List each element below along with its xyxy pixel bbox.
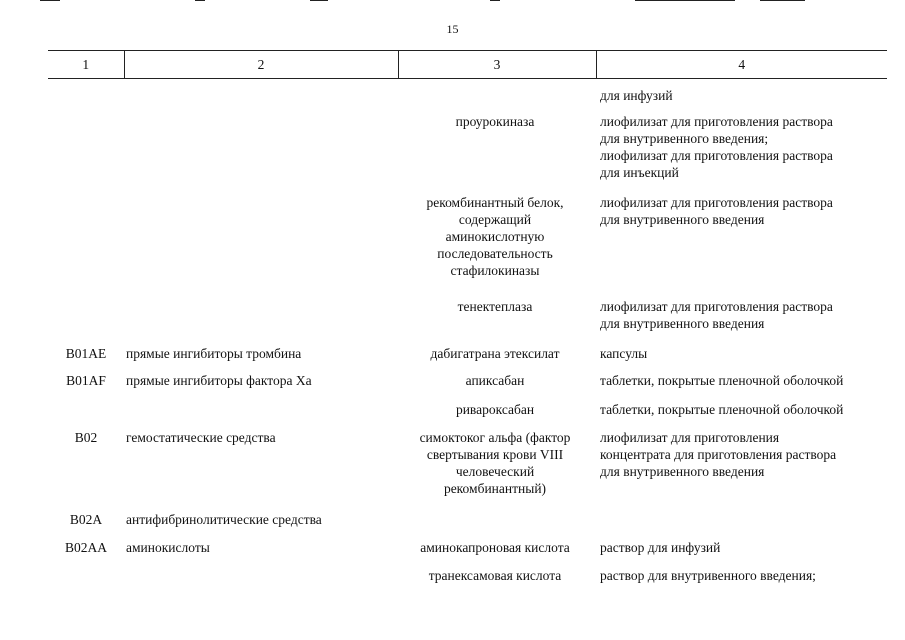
dosage-form-line: лиофилизат для приготовления раствора <box>600 113 833 129</box>
drug-name-cell <box>398 424 596 506</box>
drug-name-cell <box>398 107 596 188</box>
dosage-form-cell <box>596 79 887 107</box>
drug-name-cell <box>398 396 596 424</box>
drug-name-line: проурокиназа <box>455 113 535 129</box>
page-number: 15 <box>446 22 459 36</box>
drug-name-line: тенектеплаза <box>457 298 533 314</box>
drug-name-line: рекомбинантный белок, <box>426 194 564 210</box>
table-row <box>48 107 887 188</box>
atc-code-cell: B02 <box>74 429 98 445</box>
table-row <box>48 506 887 534</box>
dosage-form-line: лиофилизат для приготовления раствора <box>600 147 833 163</box>
dosage-form-line: для внутривенного введения; <box>600 130 769 146</box>
atc-code-cell <box>48 396 124 424</box>
table-row <box>48 188 887 292</box>
dosage-form-cell <box>596 107 887 188</box>
dosage-form-line: лиофилизат для приготовления <box>600 429 780 445</box>
table-body <box>48 79 887 590</box>
table-row <box>48 79 887 107</box>
group-name-cell: гемостатические средства <box>126 429 276 445</box>
drug-name-line: апиксабан <box>465 372 525 388</box>
drug-name-cell <box>398 79 596 107</box>
dosage-form-cell <box>596 292 887 339</box>
column-header: 2 <box>124 51 398 79</box>
dosage-form-line: лиофилизат для приготовления раствора <box>600 298 833 314</box>
dosage-form-line: для внутривенного введения <box>600 211 765 227</box>
atc-code-cell: B01AF <box>66 372 106 388</box>
scan-edge-mark <box>40 0 60 1</box>
drug-name-line: транексамовая кислота <box>428 567 562 583</box>
dosage-form-cell <box>596 367 887 396</box>
group-name-cell: прямые ингибиторы фактора Xa <box>126 372 312 388</box>
column-header: 1 <box>48 51 124 79</box>
table-header-row <box>48 51 887 79</box>
dosage-form-line: для инфузий <box>600 88 673 103</box>
table-row <box>48 396 887 424</box>
table-row <box>48 562 887 590</box>
drug-name-line: симоктоког альфа (фактор <box>419 429 571 445</box>
dosage-form-line: раствор для внутривенного введения; <box>600 567 816 583</box>
group-name-cell <box>124 562 398 590</box>
dosage-form-line: капсулы <box>600 345 648 361</box>
scan-edge-mark <box>635 0 735 1</box>
group-name-cell <box>124 396 398 424</box>
group-name-cell <box>124 292 398 339</box>
dosage-form-line: концентрата для приготовления раствора <box>600 446 837 462</box>
dosage-form-line: для внутривенного введения <box>600 463 765 479</box>
atc-code-cell: B01AE <box>65 345 107 361</box>
drug-name-line: последовательность <box>437 245 553 261</box>
dosage-form-cell <box>596 188 887 292</box>
atc-code-cell <box>48 107 124 188</box>
dosage-form-cell <box>596 506 887 534</box>
dosage-form-line: для инъекций <box>600 164 679 180</box>
dosage-form-cell <box>596 339 887 367</box>
table-row <box>48 292 887 339</box>
table-row <box>48 534 887 562</box>
column-header: 4 <box>596 51 887 79</box>
scan-edge-mark <box>195 0 205 1</box>
dosage-form-line: раствор для инфузий <box>600 539 721 555</box>
atc-code-cell: B02A <box>69 511 103 527</box>
drug-name-line: стафилокиназы <box>450 262 540 278</box>
atc-code-cell <box>48 562 124 590</box>
drug-name-line: рекомбинантный) <box>443 480 547 496</box>
drug-name-line: человеческий <box>455 463 535 479</box>
group-name-cell <box>124 188 398 292</box>
atc-code-cell <box>48 79 124 107</box>
dosage-form-line: лиофилизат для приготовления раствора <box>600 194 833 210</box>
drug-name-line: дабигатрана этексилат <box>430 345 560 361</box>
table-row <box>48 367 887 396</box>
drug-name-cell <box>398 292 596 339</box>
group-name-cell <box>124 107 398 188</box>
drug-name-line: содержащий <box>458 211 532 227</box>
scan-edge-mark <box>490 0 500 1</box>
dosage-form-line: для внутривенного введения <box>600 315 765 331</box>
dosage-form-cell <box>596 562 887 590</box>
dosage-form-cell <box>596 424 887 506</box>
drug-name-line: ривароксабан <box>455 401 535 417</box>
group-name-cell: антифибринолитические средства <box>126 511 322 527</box>
drug-name-cell <box>398 339 596 367</box>
dosage-form-cell <box>596 534 887 562</box>
scan-edge-mark <box>760 0 805 1</box>
atc-code-cell: B02AA <box>64 539 107 555</box>
atc-code-cell <box>48 292 124 339</box>
drug-name-cell <box>398 367 596 396</box>
drug-name-line: аминокапроновая кислота <box>420 539 570 555</box>
drug-name-cell <box>398 562 596 590</box>
group-name-cell: аминокислоты <box>126 539 210 555</box>
dosage-form-line: таблетки, покрытые пленочной оболочкой <box>600 401 844 417</box>
column-header: 3 <box>398 51 596 79</box>
table-row <box>48 339 887 367</box>
atc-code-cell <box>48 188 124 292</box>
drug-name-cell <box>398 188 596 292</box>
drug-name-cell <box>398 506 596 534</box>
group-name-cell: прямые ингибиторы тромбина <box>126 345 302 361</box>
drug-table <box>48 50 887 590</box>
drug-name-cell <box>398 534 596 562</box>
drug-name-line: аминокислотную <box>445 228 545 244</box>
group-name-cell <box>124 79 398 107</box>
dosage-form-cell <box>596 396 887 424</box>
scan-edge-mark <box>310 0 328 1</box>
dosage-form-line: таблетки, покрытые пленочной оболочкой <box>600 372 844 388</box>
table-row <box>48 424 887 506</box>
drug-name-line: свертывания крови VIII <box>426 446 564 462</box>
